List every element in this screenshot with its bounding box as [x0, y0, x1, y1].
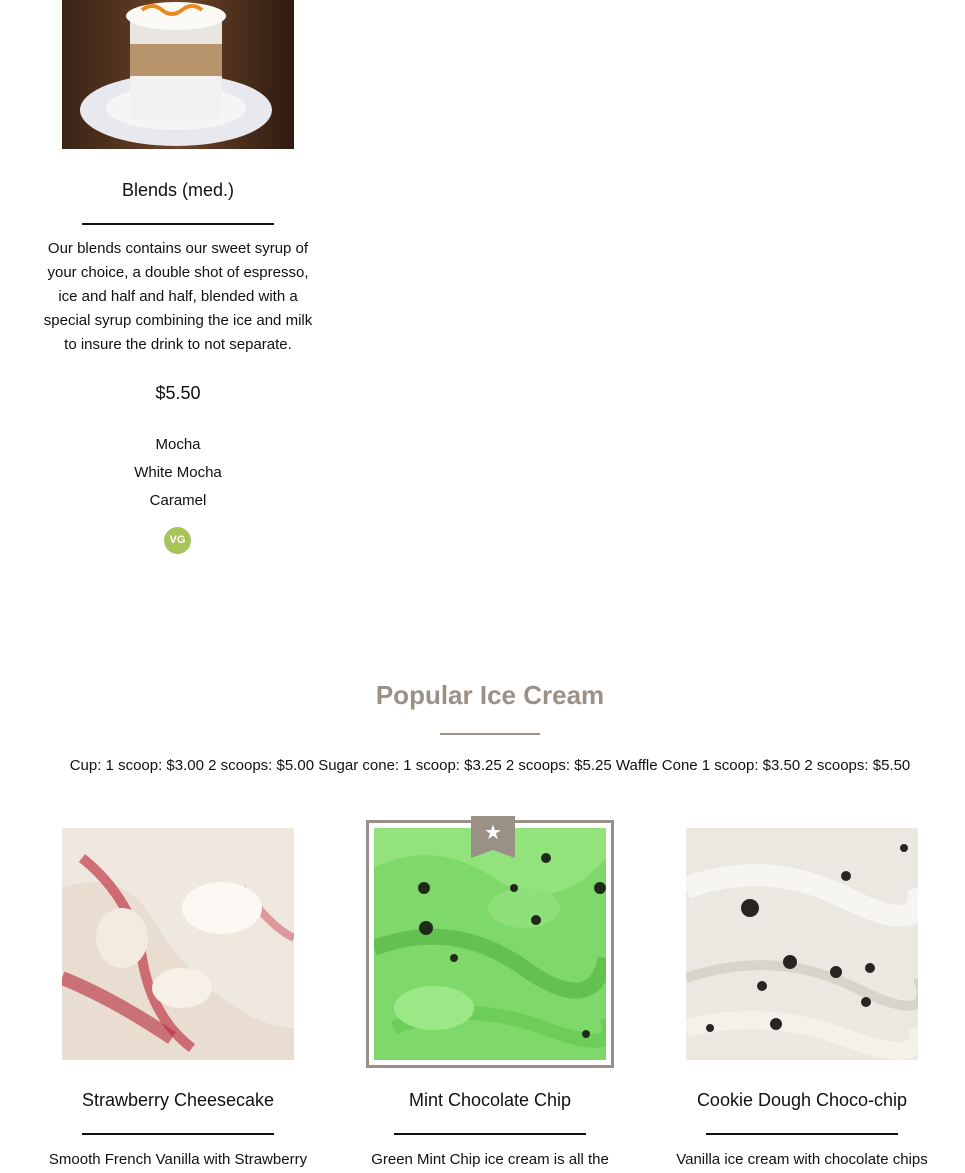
cookie-dough-photo — [686, 828, 918, 1060]
card-description: Smooth French Vanilla with Strawberry — [48, 1151, 308, 1168]
strawberry-cheesecake-photo — [62, 828, 294, 1060]
title-divider — [82, 223, 274, 225]
option-item: Mocha — [155, 436, 201, 453]
card-divider — [394, 1133, 586, 1135]
star-icon — [471, 816, 515, 860]
section-pricing: Cup: 1 scoop: $3.00 2 scoops: $5.00 Sugar cone: 1 scoop: $3.25 2 scoops: $5.25 Waffle Cone 1 scoop: $3.50 2 scoops: $5.50 — [69, 757, 911, 774]
card-title: Mint Chocolate Chip — [408, 1090, 572, 1110]
vegan-badge-icon: VG — [164, 527, 191, 554]
drink-options — [40, 431, 316, 515]
mint-chocolate-chip-photo — [374, 828, 606, 1060]
drink-title: Blends (med.) — [121, 180, 235, 200]
card-title: Cookie Dough Choco-chip — [696, 1090, 908, 1110]
card-title: Strawberry Cheesecake — [81, 1090, 275, 1110]
card-divider — [706, 1133, 898, 1135]
drink-description: Our blends contains our sweet syrup of your choice, a double shot of espresso, ice and half and half, blended with a special syrup combining the ice and milk to insure the drink to not separate. — [43, 240, 313, 353]
option-item: White Mocha — [134, 464, 222, 481]
section-title: Popular Ice Cream — [375, 680, 605, 710]
card-description: Vanilla ice cream with chocolate chips — [676, 1151, 928, 1168]
drink-price: $5.50 — [155, 383, 201, 403]
iced-coffee-photo — [62, 0, 294, 149]
section-divider — [440, 733, 540, 735]
card-description: Green Mint Chip ice cream is all the — [371, 1151, 609, 1168]
option-item: Caramel — [149, 492, 207, 509]
card-divider — [82, 1133, 274, 1135]
star-glyph: ★ — [484, 820, 502, 844]
